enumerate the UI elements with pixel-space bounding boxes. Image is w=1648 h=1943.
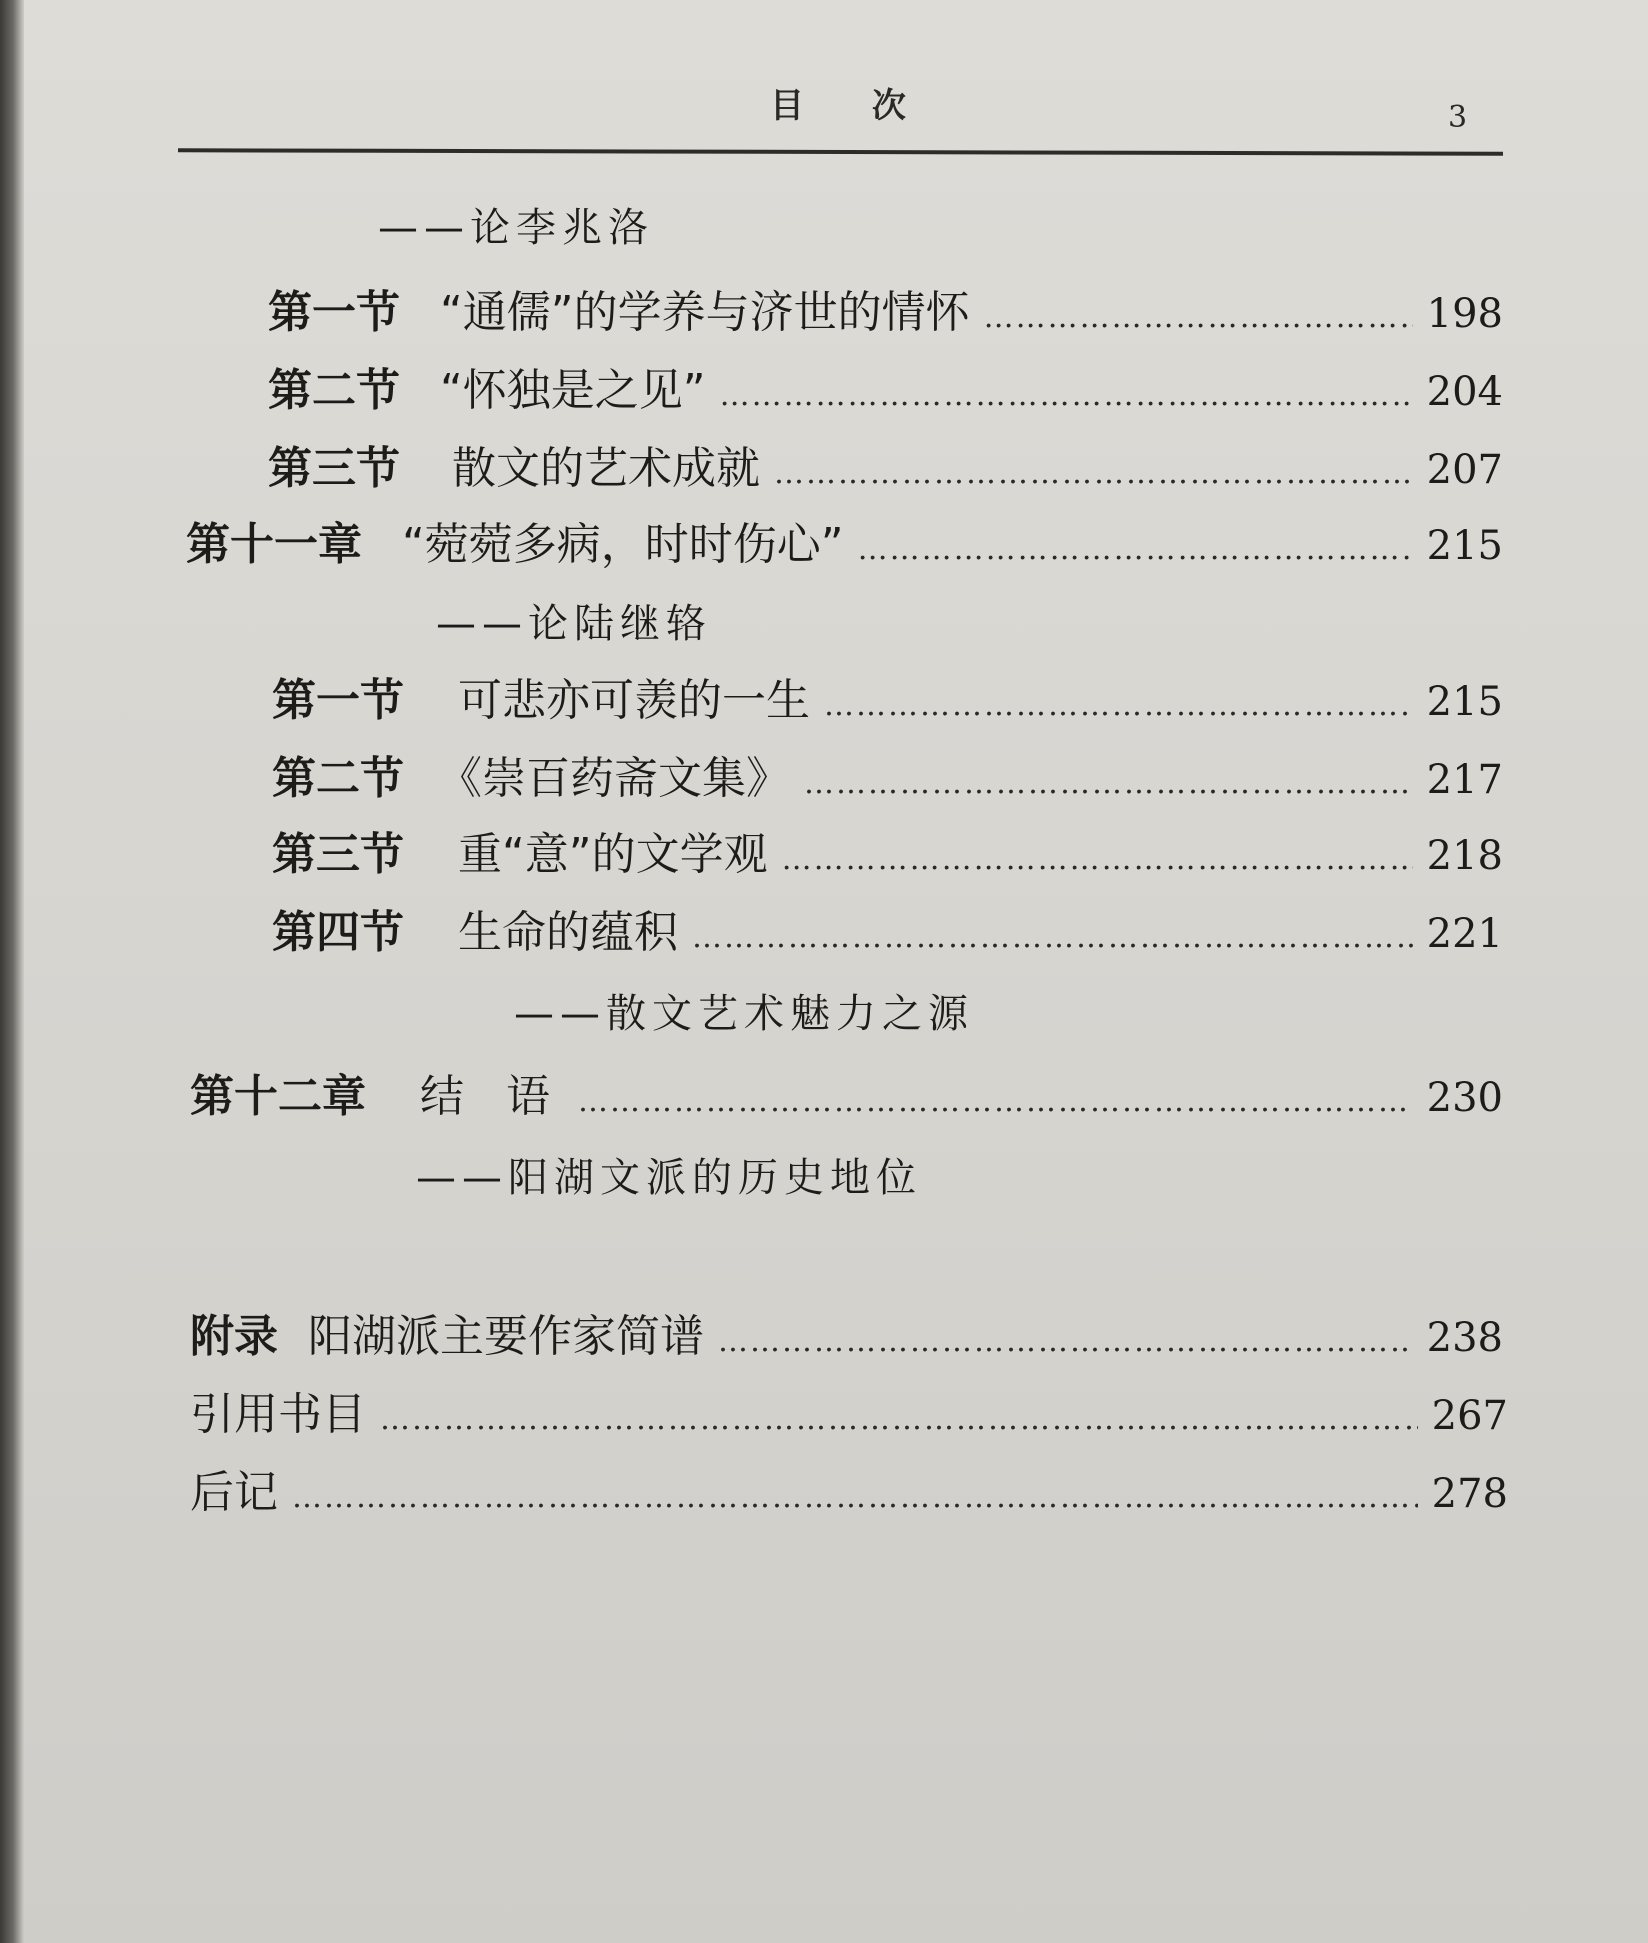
toc-entry-page: 207 — [1426, 447, 1503, 493]
toc-appendix-entry — [190, 1300, 1503, 1360]
toc-entry-title: 可悲亦可羡的一生 — [458, 675, 810, 726]
toc-entry-title: “怀独是之见” — [440, 365, 706, 416]
dot-leader — [858, 532, 1413, 567]
toc-entry-title: “菀菀多病，时时伤心” — [402, 519, 844, 570]
toc-entry — [268, 432, 1503, 492]
toc-entry-title: 阳湖派主要作家简谱 — [308, 1311, 704, 1362]
toc-entry — [272, 818, 1503, 878]
toc-entry-page: 198 — [1426, 291, 1503, 337]
toc-chapter-entry — [190, 1060, 1503, 1120]
dot-leader — [824, 688, 1413, 723]
toc-entry-page: 221 — [1426, 911, 1503, 957]
toc-entry — [272, 896, 1503, 956]
toc-entry — [272, 664, 1503, 724]
toc-entry-label: 第三节 — [272, 829, 404, 880]
toc-entry — [268, 276, 1503, 336]
toc-subtitle: ——阳湖文派的历史地位 — [416, 1155, 922, 1201]
toc-entry-page: 278 — [1431, 1471, 1508, 1517]
toc-entry-title: 引用书目 — [190, 1389, 366, 1440]
toc-entry-page: 215 — [1426, 523, 1503, 569]
toc-subtitle: ——散文艺术魅力之源 — [514, 991, 974, 1037]
dot-leader — [804, 766, 1413, 801]
toc-entry-title: 生命的蕴积 — [458, 907, 678, 958]
dot-leader — [984, 300, 1413, 335]
toc-entry-title: 散文的艺术成就 — [452, 443, 760, 494]
toc-entry-label: 第一节 — [268, 287, 400, 338]
toc-entry-title: 结 语 — [420, 1071, 564, 1122]
toc-subtitle: ——论陆继辂 — [436, 601, 712, 647]
toc-entry-label: 第二节 — [268, 365, 400, 416]
toc-entry-label: 第十一章 — [186, 519, 362, 570]
toc-postscript-entry — [190, 1456, 1508, 1516]
dot-leader — [292, 1480, 1418, 1515]
toc-subtitle: ——论李兆洛 — [378, 205, 654, 251]
toc-entry-label: 第三节 — [268, 443, 400, 494]
dot-leader — [692, 920, 1413, 955]
dot-leader — [578, 1084, 1413, 1119]
toc-entry — [268, 354, 1503, 414]
dot-leader — [782, 842, 1413, 877]
header-rule — [178, 148, 1503, 155]
toc-entry-page: 238 — [1426, 1315, 1503, 1361]
toc-entry — [272, 742, 1503, 802]
dot-leader — [380, 1402, 1418, 1437]
toc-entry-title: “通儒”的学养与济世的情怀 — [440, 287, 970, 338]
toc-entry-title: 重“意”的文学观 — [458, 829, 768, 880]
toc-entry-label: 第一节 — [272, 675, 404, 726]
toc-references-entry — [190, 1378, 1508, 1438]
toc-entry-page: 230 — [1426, 1075, 1503, 1121]
toc-entry-page: 267 — [1431, 1393, 1508, 1439]
toc-entry-page: 215 — [1426, 679, 1503, 725]
dot-leader — [774, 456, 1413, 491]
toc-entry-label: 第十二章 — [190, 1071, 366, 1122]
toc-entry-page: 217 — [1426, 757, 1503, 803]
toc-entry-label: 附录 — [190, 1311, 278, 1362]
toc-chapter-entry — [186, 508, 1503, 568]
toc-entry-page: 204 — [1426, 369, 1503, 415]
toc-entry-title: 后记 — [190, 1467, 278, 1518]
dot-leader — [720, 378, 1413, 413]
toc-entry-page: 218 — [1426, 833, 1503, 879]
dot-leader — [718, 1324, 1413, 1359]
toc-entry-label: 第二节 — [272, 753, 404, 804]
toc-entry-label: 第四节 — [272, 907, 404, 958]
page-number: 3 — [1448, 100, 1468, 135]
running-head: 目 次 — [770, 86, 934, 126]
toc-entry-title: 《崇百药斋文集》 — [438, 753, 790, 804]
